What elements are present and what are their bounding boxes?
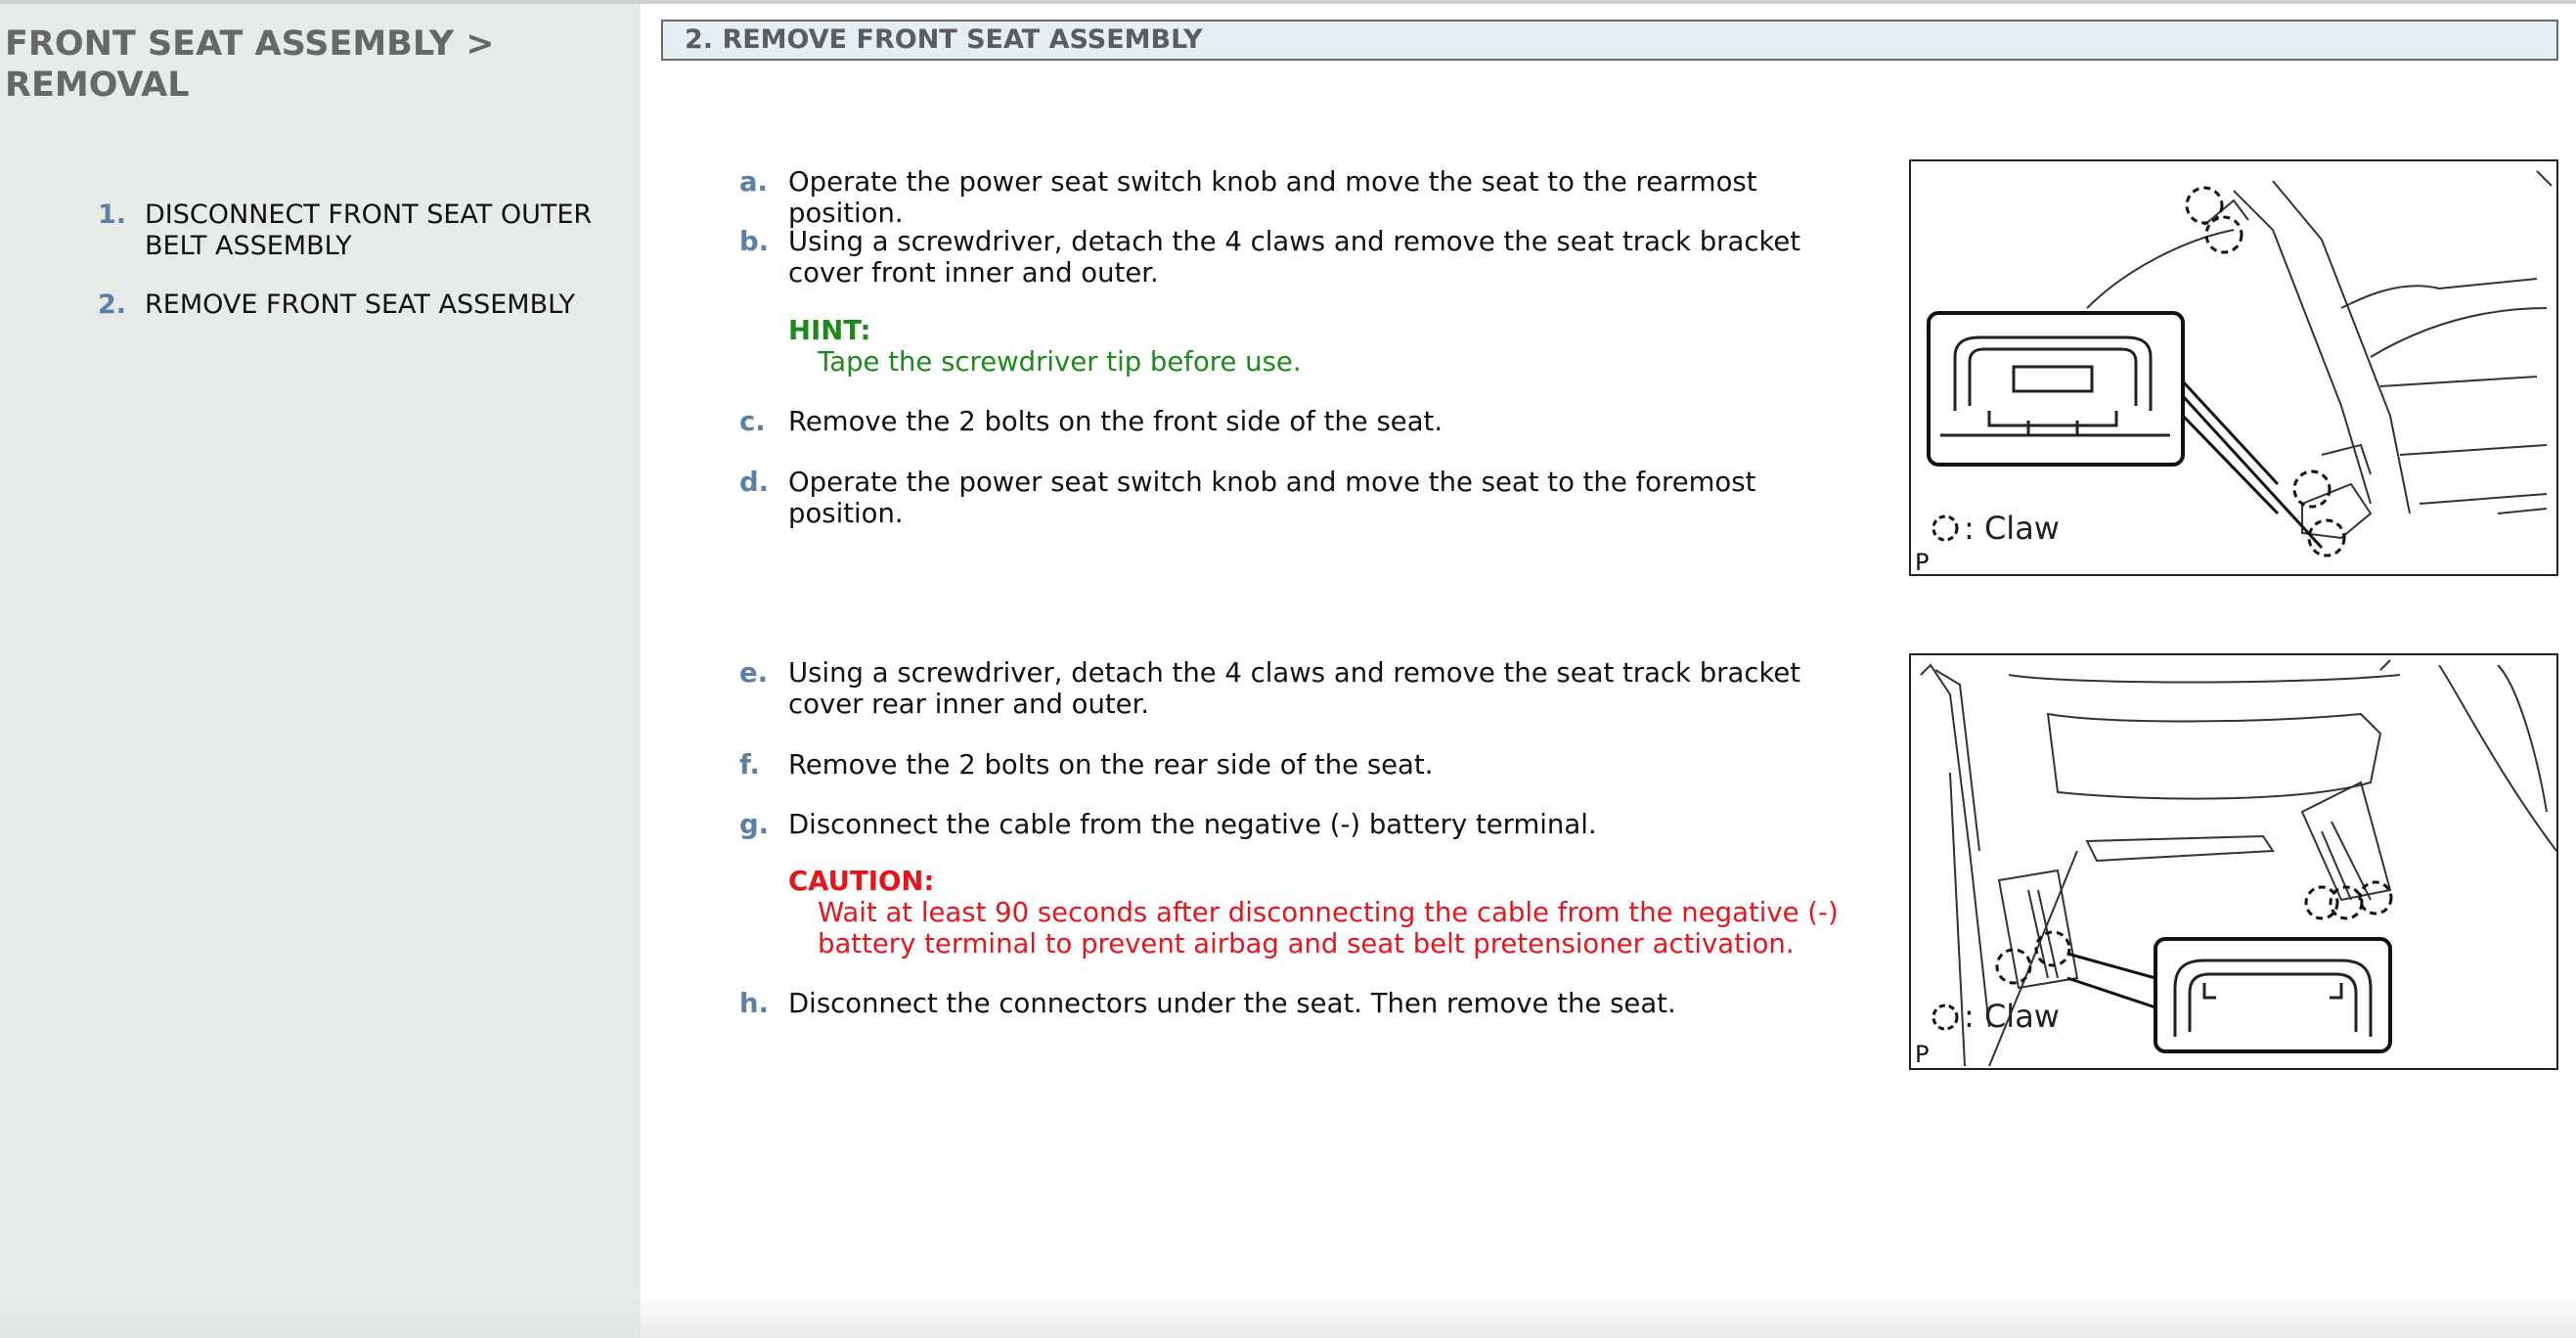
caution-body: Wait at least 90 seconds after disconnecting the cable from the negative (-) battery terminal to prevent airbag and seat belt pretensioner activation. bbox=[818, 897, 1839, 959]
claw-legend-icon bbox=[1933, 1005, 1957, 1029]
rear-bracket-illustration bbox=[1909, 653, 2558, 1070]
sidebar bbox=[0, 4, 641, 1338]
step-letter: b. bbox=[739, 226, 770, 257]
step-text: Remove the 2 bolts on the rear side of the seat. bbox=[788, 749, 1434, 780]
step-letter: f. bbox=[739, 749, 760, 780]
figure-code: P bbox=[1915, 549, 1930, 576]
step-text: Disconnect the cable from the negative (-) battery terminal. bbox=[788, 809, 1597, 840]
hint-note bbox=[788, 315, 1854, 378]
step-text: Operate the power seat switch knob and move the seat to the foremost position. bbox=[788, 467, 1756, 529]
toc-item-disconnect-belt[interactable] bbox=[98, 200, 626, 262]
toc-item-label[interactable]: DISCONNECT FRONT SEAT OUTER BELT ASSEMBLY bbox=[145, 200, 593, 261]
step-text: Using a screwdriver, detach the 4 claws and remove the seat track bracket cover front inner and outer. bbox=[788, 226, 1801, 289]
step-text: Operate the power seat switch knob and move the seat to the rearmost position. bbox=[788, 166, 1757, 229]
claw-legend-label: : Claw bbox=[1964, 510, 2060, 547]
step-text: Disconnect the connectors under the seat. Then remove the seat. bbox=[788, 988, 1676, 1019]
toc-item-remove-seat[interactable] bbox=[98, 290, 626, 321]
hint-body: Tape the screwdriver tip before use. bbox=[818, 346, 1302, 378]
step-letter: a. bbox=[739, 166, 769, 198]
toc-item-number: 2. bbox=[98, 290, 127, 320]
step-text: Remove the 2 bolts on the front side of the seat. bbox=[788, 406, 1443, 437]
toc-item-number: 1. bbox=[98, 200, 127, 230]
step-text: Using a screwdriver, detach the 4 claws and remove the seat track bracket cover rear inner and outer. bbox=[788, 657, 1801, 720]
caution-note bbox=[788, 866, 1854, 959]
step-letter: d. bbox=[739, 467, 770, 498]
figure-code: P bbox=[1915, 1041, 1930, 1068]
claw-legend-icon bbox=[1933, 516, 1957, 540]
table-of-contents bbox=[98, 200, 626, 348]
claw-legend-label: : Claw bbox=[1964, 998, 2060, 1035]
section-header: 2. REMOVE FRONT SEAT ASSEMBLY bbox=[661, 20, 2558, 61]
hint-heading: HINT: bbox=[788, 315, 871, 346]
page-title: FRONT SEAT ASSEMBLY > REMOVAL bbox=[5, 24, 495, 105]
front-bracket-illustration bbox=[1909, 159, 2558, 576]
step-letter: c. bbox=[739, 406, 766, 437]
toc-item-label[interactable]: REMOVE FRONT SEAT ASSEMBLY bbox=[145, 290, 576, 320]
step-letter: g. bbox=[739, 809, 770, 840]
step-letter: h. bbox=[739, 988, 770, 1019]
caution-heading: CAUTION: bbox=[788, 866, 935, 897]
step-letter: e. bbox=[739, 657, 769, 689]
